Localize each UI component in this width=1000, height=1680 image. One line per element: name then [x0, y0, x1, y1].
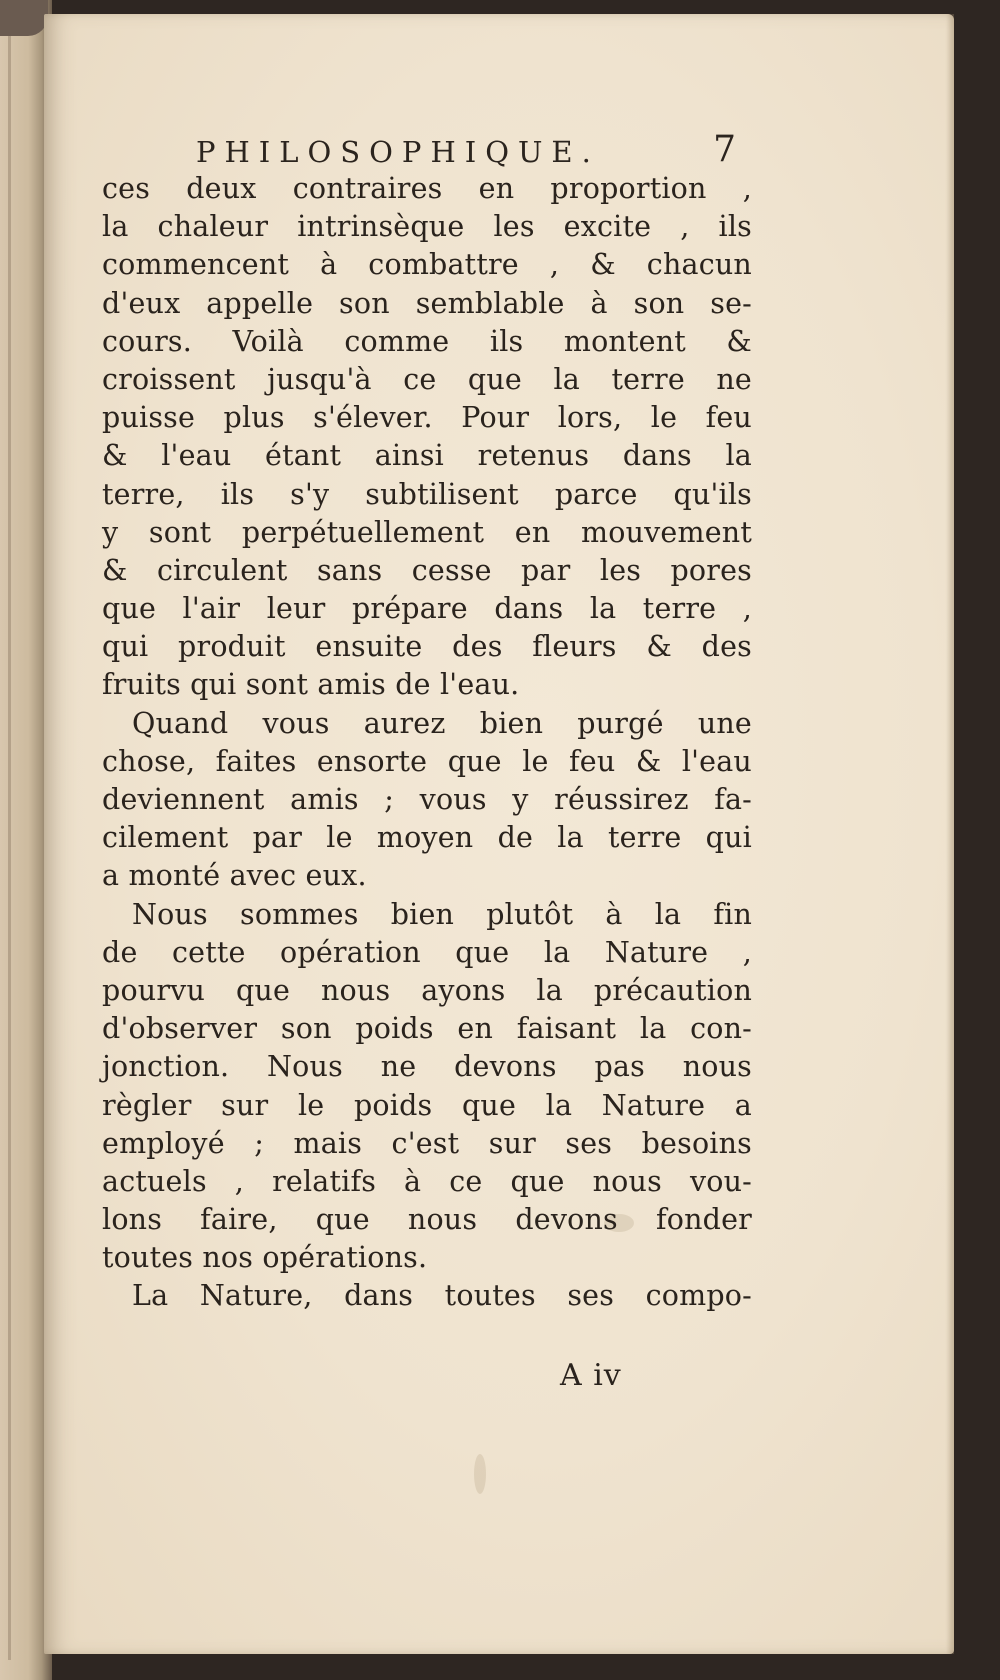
text-line: La Nature, dans toutes ses compo- — [132, 1279, 752, 1313]
text-line: cours. Voilà comme ils montent & — [102, 324, 752, 358]
text-line: actuels , relatifs à ce que nous vou- — [102, 1164, 752, 1198]
text-line: employé ; mais c'est sur ses besoins — [102, 1126, 752, 1160]
text-line: lons faire, que nous devons fonder — [102, 1203, 752, 1237]
text-line: toutes nos opérations. — [102, 1241, 428, 1275]
body-text — [102, 170, 752, 1316]
text-line: chose, faites ensorte que le feu & l'eau — [102, 744, 752, 778]
text-line: a monté avec eux. — [102, 859, 367, 893]
text-line: ces deux contraires en proportion , — [102, 172, 752, 205]
binding-corner — [0, 0, 48, 36]
text-line: jonction. Nous ne devons pas nous — [102, 1050, 752, 1084]
text-line: règler sur le poids que la Nature a — [102, 1088, 752, 1122]
text-line: & l'eau étant ainsi retenus dans la — [102, 439, 752, 473]
text-line: la chaleur intrinsèque les excite , ils — [102, 210, 752, 244]
text-line: que l'air leur prépare dans la terre , — [102, 592, 752, 626]
page-edge-shadow — [946, 14, 954, 1654]
running-head-title: PHILOSOPHIQUE. — [196, 135, 600, 169]
text-line: commencent à combattre , & chacun — [102, 248, 752, 282]
text-line: & circulent sans cesse par les pores — [102, 553, 752, 587]
text-line: puisse plus s'élever. Pour lors, le feu — [102, 401, 752, 435]
text-line: qui produit ensuite des fleurs & des — [102, 630, 752, 664]
page-number: 7 — [713, 129, 736, 170]
text-line: croissent jusqu'à ce que la terre ne — [102, 362, 752, 396]
text-line: de cette opération que la Nature , — [102, 935, 752, 969]
text-line: Nous sommes bien plutôt à la fin — [132, 897, 752, 931]
text-line: d'observer son poids en faisant la con- — [102, 1012, 752, 1046]
signature-mark: A iv — [560, 1358, 622, 1393]
text-line: Quand vous aurez bien purgé une — [132, 706, 752, 740]
running-head — [196, 130, 736, 174]
text-line: cilement par le moyen de la terre qui — [102, 821, 752, 855]
text-line: deviennent amis ; vous y réussirez fa- — [102, 783, 752, 816]
text-line: pourvu que nous ayons la précaution — [102, 973, 752, 1007]
text-line: d'eux appelle son semblable à son se- — [102, 286, 752, 320]
text-line: fruits qui sont amis de l'eau. — [102, 668, 520, 702]
text-line: y sont perpétuellement en mouvement — [102, 515, 752, 549]
text-line: terre, ils s'y subtilisent parce qu'ils — [102, 477, 752, 511]
paper-stain — [474, 1454, 486, 1494]
